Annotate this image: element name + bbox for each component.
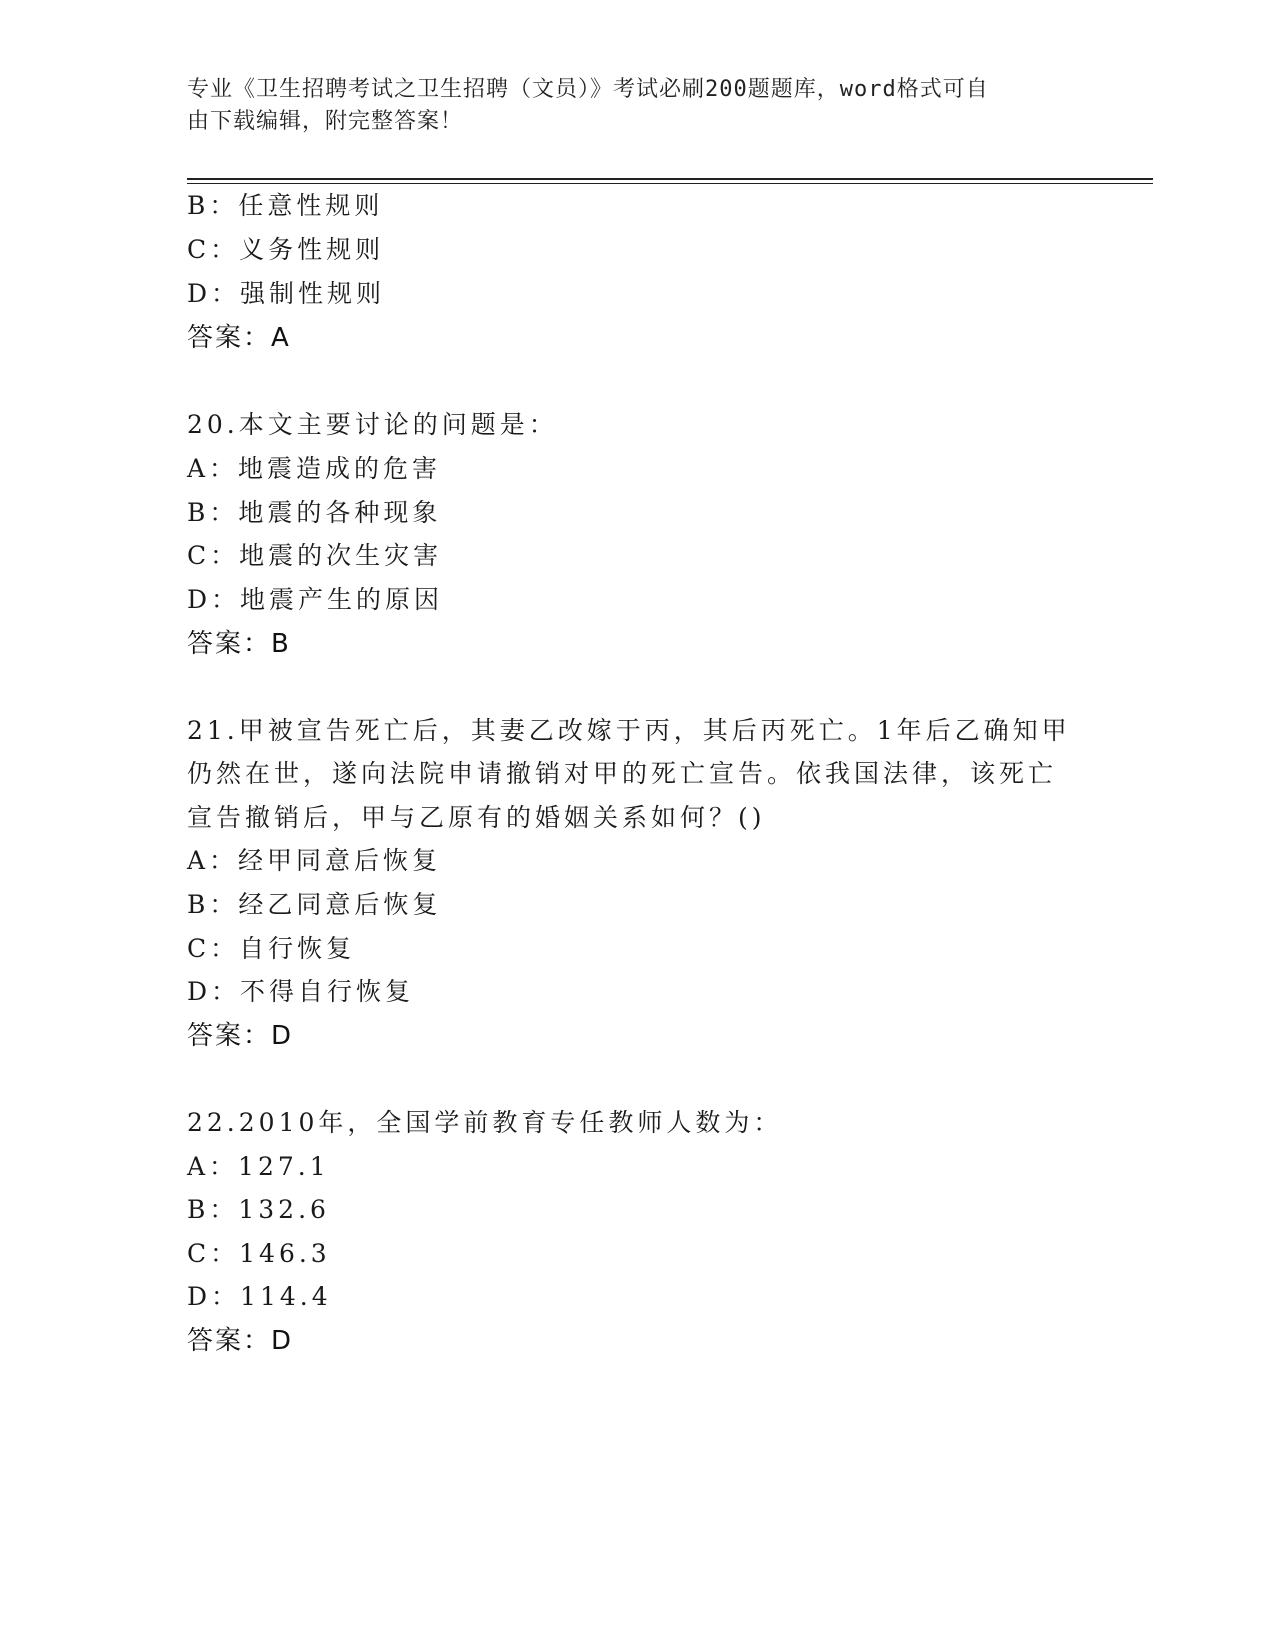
q22-stem: 22.2010年，全国学前教育专任教师人数为：	[187, 1108, 783, 1137]
q22-option-d: D：114.4	[187, 1282, 332, 1311]
q19-option-c: C：义务性规则	[187, 235, 385, 264]
q22-answer: 答案：D	[187, 1326, 294, 1356]
q21-stem-line-3: 宣告撤销后，甲与乙原有的婚姻关系如何？()	[187, 803, 766, 832]
q22-option-c: C：146.3	[187, 1239, 331, 1268]
q20-option-b: B：地震的各种现象	[187, 498, 442, 527]
q21-answer: 答案：D	[187, 1021, 294, 1051]
q19-option-d: D：强制性规则	[187, 279, 386, 308]
q20-option-c: C：地震的次生灾害	[187, 541, 443, 570]
q20-option-d: D：地震产生的原因	[187, 585, 444, 614]
q22-option-b: B：132.6	[187, 1195, 330, 1224]
header-line-2: 由下载编辑，附完整答案！	[187, 109, 464, 134]
q19-answer: 答案：A	[187, 323, 291, 353]
q19-option-b: B：任意性规则	[187, 191, 384, 220]
q20-option-a: A：地震造成的危害	[187, 454, 442, 483]
q21-stem-line-2: 仍然在世，遂向法院申请撤销对甲的死亡宣告。依我国法律，该死亡	[187, 759, 1058, 788]
q20-stem: 20.本文主要讨论的问题是：	[187, 410, 558, 439]
q21-option-a: A：经甲同意后恢复	[187, 846, 442, 875]
q22-option-a: A：127.1	[187, 1152, 330, 1181]
q21-stem-line-1: 21.甲被宣告死亡后，其妻乙改嫁于丙，其后丙死亡。1年后乙确知甲	[187, 716, 1071, 745]
q21-option-c: C：自行恢复	[187, 934, 356, 963]
q21-option-d: D：不得自行恢复	[187, 977, 415, 1006]
q20-answer: 答案：B	[187, 629, 291, 659]
header-divider-thin	[187, 183, 1153, 184]
header-line-1: 专业《卫生招聘考试之卫生招聘（文员）》考试必刷200题题库，word格式可自	[187, 77, 989, 102]
document-header	[187, 74, 1067, 138]
header-divider	[187, 178, 1153, 180]
q21-option-b: B：经乙同意后恢复	[187, 890, 442, 919]
